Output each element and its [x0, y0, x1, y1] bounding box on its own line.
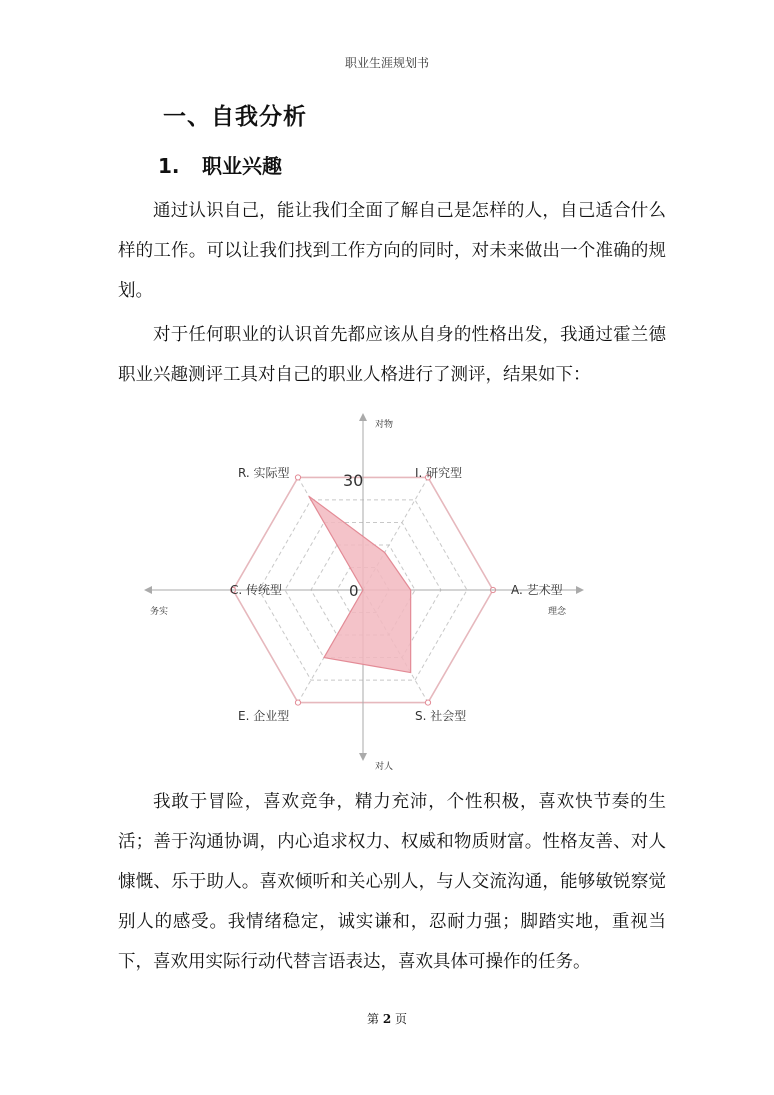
radar-vertex-marker	[425, 700, 430, 705]
direction-label-top: 对物	[375, 420, 394, 430]
page-number: 2	[382, 1012, 392, 1026]
subsection-number: 1.	[158, 154, 180, 178]
arrow-up-icon	[359, 413, 367, 421]
direction-label-right: 理念	[548, 607, 567, 617]
radar-vertex-marker	[295, 475, 300, 480]
paragraph-method: 对于任何职业的认识首先都应该从自身的性格出发，我通过霍兰德职业兴趣测评工具对自己的职业人格进行了测评，结果如下：	[118, 325, 666, 385]
axis-label: S. 社会型	[415, 709, 467, 723]
page-footer	[0, 1010, 774, 1027]
scale-max-label: 30	[343, 471, 364, 490]
footer-prefix: 第	[366, 1012, 379, 1026]
arrow-down-icon	[359, 753, 367, 761]
paragraph-description: 我敢于冒险，喜欢竞争，精力充沛，个性积极，喜欢快节奏的生活；善于沟通协调，内心追求权力、权威和物质财富。性格友善、对人慷慨、乐于助人。喜欢倾听和关心别人，与人交流沟通，能够敏锐察觉别人的感受。我情绪稳定，诚实谦和，忍耐力强；脚踏实地，重视当下，喜欢用实际行动代替言语表达，喜欢具体可操作的任务。	[118, 792, 666, 972]
radar-labels	[150, 418, 567, 772]
footer-suffix: 页	[395, 1012, 408, 1026]
scale-min-label: 0	[349, 582, 359, 600]
axis-label: E. 企业型	[238, 709, 290, 723]
subsection-text: 职业兴趣	[202, 154, 282, 178]
holland-radar-chart	[140, 405, 590, 775]
direction-label-bottom: 对人	[375, 762, 394, 772]
axis-label: C. 传统型	[229, 583, 282, 597]
page-header: 职业生涯规划书	[344, 56, 429, 70]
section-title: 一、自我分析	[163, 104, 307, 130]
radar-vertex-marker	[295, 700, 300, 705]
direction-label-left: 务实	[150, 607, 169, 617]
arrow-left-icon	[144, 586, 152, 594]
axis-label: R. 实际型	[238, 466, 290, 480]
subsection-title	[158, 150, 282, 179]
axis-label: A. 艺术型	[511, 583, 563, 597]
axis-label: I. 研究型	[415, 466, 463, 480]
paragraph-intro: 通过认识自己，能让我们全面了解自己是怎样的人，自己适合什么样的工作。可以让我们找到工作方向的同时，对未来做出一个准确的规划。	[118, 201, 666, 301]
arrow-right-icon	[576, 586, 584, 594]
